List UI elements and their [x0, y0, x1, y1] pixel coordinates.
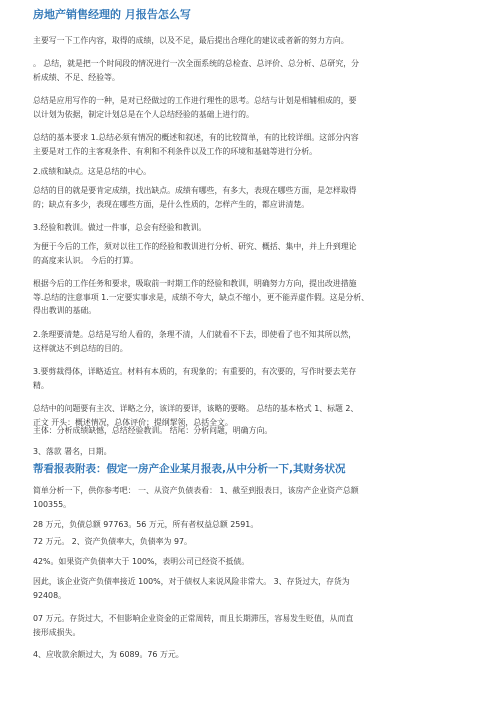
paragraph [33, 57, 473, 84]
text-line: 以计划为依据，制定计划总是在个人总结经验的基础上进行的。 [33, 109, 254, 119]
paragraph [33, 221, 473, 235]
paragraph [33, 648, 473, 662]
text-line: 总结的目的就是要肯定成绩，找出缺点。成绩有哪些，有多大，表现在哪些方面，是怎样取得 [33, 186, 357, 195]
paragraph [33, 184, 473, 211]
paragraph [33, 575, 473, 602]
text-line: 等.总结的注意事项 1.一定要实事求是，成绩不夸大，缺点不缩小，更不能弄虚作假。这是分析、 [33, 292, 370, 302]
text-line: 接形成损失。 [33, 627, 81, 637]
text-line: 精。 [33, 380, 49, 390]
paragraph [33, 535, 473, 549]
text-line: 总结中的问题要有主次、详略之分，该详的要详，该略的要略。 总结的基本格式 1、标题 2、 [33, 404, 359, 413]
text-line: 析成绩、不足、经验等。 [33, 72, 120, 82]
text-line: 2.成绩和缺点。这是总结的中心。 [33, 167, 151, 176]
paragraph [33, 94, 473, 121]
paragraph [33, 612, 473, 639]
paragraph [33, 240, 473, 267]
text-line: 42%。如果资产负债率大于 100%，表明公司已经资不抵债。 [33, 557, 250, 566]
text-line: 3.经验和教训。做过一件事，总会有经验和教训。 [33, 223, 207, 232]
text-line: 主要是对工作的主客观条件、有利和不利条件以及工作的环境和基础等进行分析。 [33, 146, 318, 156]
paragraph [33, 518, 473, 532]
text-line: 正文 开头：概述情况，总体评价；提纲挈领，总括全文。 [33, 417, 233, 427]
text-line: 因此，该企业资产负债率接近 100%，对于债权人来说风险非常大。 3、存货过大，存货为 [33, 577, 350, 586]
text-line: 主要写一下工作内容，取得的成绩，以及不足，最后提出合理化的建议或者新的努力方向。 [33, 36, 349, 45]
paragraph [33, 165, 473, 179]
text-line: 为便于今后的工作，须对以往工作的经验和教训进行分析、研究、概括、集中，并上升到理论 [33, 242, 357, 251]
paragraph [33, 277, 473, 318]
text-line: 这样就达不到总结的目的。 [33, 343, 128, 353]
text-line: 4、应收款余额过大，为 6089。76 万元。 [33, 650, 184, 659]
text-line: 3、落款 署名，日期。 [33, 447, 112, 456]
paragraph [33, 365, 473, 392]
text-line: 根据今后的工作任务和要求，吸取前一时期工作的经验和教训，明确努力方向，提出改进措施 [33, 279, 357, 288]
document-title: 房地产销售经理的 月报告怎么写 [33, 8, 191, 21]
paragraph [33, 131, 473, 158]
text-line: 总结是应用写作的一种，是对已经做过的工作进行理性的思考。总结与计划是相辅相成的，要 [33, 96, 357, 105]
text-line: 92408。 [33, 590, 66, 600]
text-line: 28 万元，负债总额 97763。56 万元，所有者权益总额 2591。 [33, 520, 259, 529]
paragraph [33, 328, 473, 355]
text-line: 主体：分析成绩缺憾，总结经验教训。 结尾：分析问题，明确方向。 [33, 426, 273, 435]
text-line: 72 万元。 2、资产负债率大，负债率为 97。 [33, 537, 192, 546]
paragraph [33, 424, 473, 438]
text-line: 得出教训的基础。 [33, 306, 97, 315]
text-line: 07 万元。存货过大，不但影响企业资金的正常周转，而且长期滞压，容易发生贬值，从而直 [33, 614, 354, 623]
text-line: 的；缺点有多少，表现在哪些方面，是什么性质的，怎样产生的，都应讲清楚。 [33, 199, 310, 209]
text-line: 2.条理要清楚。总结是写给人看的，条理不清，人们就看不下去，即使看了也不知其所以然， [33, 330, 357, 339]
text-line: 的高度来认识。 今后的打算。 [33, 255, 139, 265]
section-heading-report: 帮看报表附表：假定一房产企业某月报表,从中分析一下,其财务状况 [33, 463, 346, 475]
text-line: 。 总结，就是把一个时间段的情况进行一次全面系统的总检查、总评价、总分析、总研究，分 [33, 59, 360, 68]
text-line: 3.要剪裁得体，详略适宜。材料有本质的，有现象的；有重要的，有次要的，写作时要去芜存 [33, 367, 357, 376]
text-line: 总结的基本要求 1.总结必须有情况的概述和叙述，有的比较简单，有的比较详细。这部分内容 [33, 133, 359, 142]
text-line: 简单分析一下，供你参考吧： 一、从资产负债表看： 1、截至到报表日，该房产企业资产总额 [33, 486, 359, 495]
paragraph [33, 34, 473, 48]
text-line: 100355。 [33, 499, 72, 509]
paragraph [33, 484, 473, 511]
paragraph [33, 445, 473, 459]
paragraph [33, 555, 473, 569]
